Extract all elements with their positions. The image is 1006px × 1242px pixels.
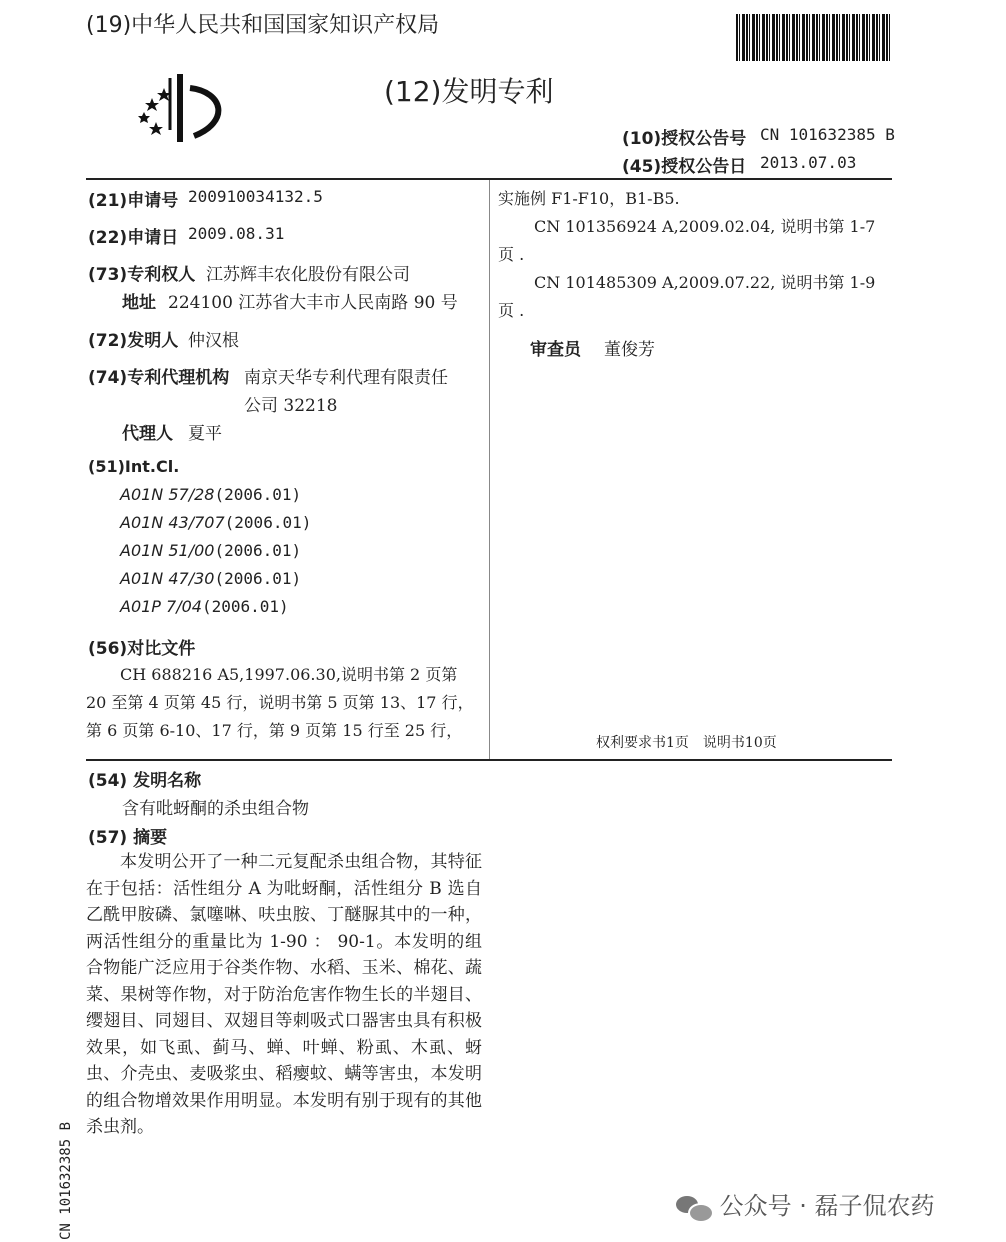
pub-date-label: (45)授权公告日 bbox=[622, 157, 747, 177]
section-divider bbox=[86, 759, 892, 761]
barcode bbox=[736, 14, 892, 61]
ref-line: 20 至第 4 页第 45 行，说明书第 5 页第 13、17 行， bbox=[86, 693, 474, 712]
intcl-item: A01N 43/707(2006.01) bbox=[120, 513, 312, 532]
agent: 夏平 bbox=[188, 424, 222, 444]
intcl-item: A01N 47/30(2006.01) bbox=[120, 569, 302, 588]
intcl-item: A01N 51/00(2006.01) bbox=[120, 541, 302, 560]
intcl-item: A01N 57/28(2006.01) bbox=[120, 485, 302, 504]
intcl-label: (51)Int.Cl. bbox=[88, 457, 180, 476]
agency-line-2: 公司 32218 bbox=[244, 396, 338, 416]
examiner-label: 审查员 bbox=[530, 340, 581, 360]
ref-continued-line: 页 . bbox=[498, 245, 525, 264]
address: 224100 江苏省大丰市人民南路 90 号 bbox=[168, 293, 458, 313]
app-date: 2009.08.31 bbox=[188, 224, 285, 243]
abstract-label: (57) 摘要 bbox=[88, 828, 168, 848]
ref-continued-line: 实施例 F1-F10，B1-B5. bbox=[498, 189, 680, 208]
agency-line-1: 南京天华专利代理有限责任 bbox=[244, 368, 448, 388]
agent-label: 代理人 bbox=[122, 424, 173, 444]
refs-label: (56)对比文件 bbox=[88, 639, 196, 659]
pub-date: 2013.07.03 bbox=[760, 153, 857, 172]
pub-no: CN 101632385 B bbox=[760, 125, 895, 144]
wechat-icon bbox=[676, 1194, 712, 1220]
intcl-item: A01P 7/04(2006.01) bbox=[120, 597, 289, 616]
abstract-text: 本发明公开了一种二元复配杀虫组合物，其特征在于包括：活性组分 A 为吡蚜酮，活性组分 B 选自乙酰甲胺磷、氯噻啉、呋虫胺、丁醚脲其中的一种，两活性组分的重量比为 1-90 ： 90-1。本发明的组合物能广泛应用于谷类作物、水稻、玉米、棉花、蔬菜、果树等作物，对于防治危害作物生长的半翅目、缨翅目、同翅目、双翅目等刺吸式口器害虫具有积极效果，如飞虱、蓟马、蝉、叶蝉、粉虱、木虱、蚜虫、介壳虫、麦吸浆虫、稻瘿蚊、螨等害虫，本发明的组合物增效果作用明显。本发明有别于现有的其他杀虫剂。 bbox=[86, 852, 482, 1137]
ref-continued-line: 页 . bbox=[498, 301, 525, 320]
ref-continued-line: CN 101356924 A,2009.02.04, 说明书第 1-7 bbox=[534, 217, 876, 236]
page-counts: 权利要求书1页 说明书10页 bbox=[596, 735, 777, 751]
ref-line: CH 688216 A5,1997.06.30,说明书第 2 页第 bbox=[120, 665, 458, 684]
ref-line: 第 6 页第 6-10、17 行，第 9 页第 15 行至 25 行， bbox=[86, 721, 463, 740]
app-date-label: (22)申请日 bbox=[88, 228, 179, 248]
app-no-label: (21)申请号 bbox=[88, 191, 179, 211]
watermark bbox=[676, 1186, 935, 1221]
side-patent-number: CN 101632385 B bbox=[58, 1121, 74, 1240]
app-no: 200910034132.5 bbox=[188, 187, 323, 206]
inventor-label: (72)发明人 bbox=[88, 331, 179, 351]
agency-label: (74)专利代理机构 bbox=[88, 368, 230, 388]
office-name: (19)中华人民共和国国家知识产权局 bbox=[86, 13, 440, 38]
doc-type: (12)发明专利 bbox=[384, 75, 554, 108]
ref-continued-line: CN 101485309 A,2009.07.22, 说明书第 1-9 bbox=[534, 273, 876, 292]
examiner: 董俊芳 bbox=[604, 340, 655, 360]
patentee-label: (73)专利权人 bbox=[88, 265, 196, 285]
address-label: 地址 bbox=[122, 293, 156, 313]
invention-title: 含有吡蚜酮的杀虫组合物 bbox=[122, 799, 309, 819]
title-label: (54) 发明名称 bbox=[88, 771, 202, 791]
cnipa-logo-icon bbox=[134, 70, 230, 146]
inventor: 仲汉根 bbox=[188, 331, 239, 351]
pub-no-label: (10)授权公告号 bbox=[622, 129, 747, 149]
watermark-text: 公众号 · 磊子侃农药 bbox=[719, 1192, 935, 1220]
column-divider bbox=[489, 180, 490, 760]
patentee: 江苏辉丰农化股份有限公司 bbox=[206, 265, 410, 285]
